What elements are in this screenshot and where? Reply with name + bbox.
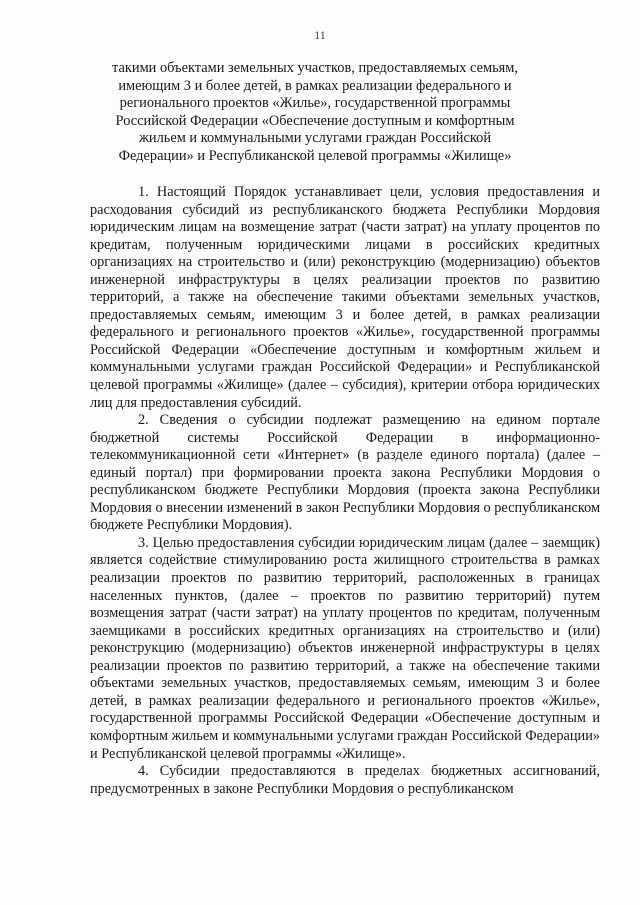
paragraph-4: 4. Субсидии предоставляются в пределах бюджетных ассигнований, предусмотренных в законе Республики Мордовия о республиканском <box>90 763 600 797</box>
page-number: 11 <box>314 28 326 42</box>
paragraph-3: 3. Целью предоставления субсидии юридическим лицам (далее – заемщик) является содействие стимулированию роста жилищного строительства в рамках реализации проектов по развитию территорий, расположенных в границах населенных пунктов, (далее – проектов по развитию территорий) путем возмещения затрат (части затрат) на уплату процентов по кредитам, полученным заемщиками в российских кредитных организациях на строительство и (или) реконструкцию (модернизацию) объектов инженерной инфраструктуры в целях реализации проектов по развитию территорий, а также на обеспечение такими объектами земельных участков, предоставляемых семьям, имеющим 3 и более детей, в рамках реализации федерального и регионального проектов «Жилье», государственной программы Российской Федерации «Обеспечение доступным и комфортным жильем и коммунальными услугами граждан Российской Федерации» и Республиканской целевой программы «Жилище». <box>90 534 600 762</box>
document-heading: такими объектами земельных участков, предоставляемых семьям, имеющим 3 и более детей, в рамках реализации федерального и регионального проектов «Жилье», государственной программы Российской Федерации «Обеспечение доступным и комфортным жильем и коммунальными услугами граждан Российской Федерации» и Республиканской целевой программы «Жилище» <box>112 60 518 164</box>
paragraph-2: 2. Сведения о субсидии подлежат размещению на едином портале бюджетной системы Российской Федерации в информационно-телекоммуникационной сети «Интернет» (в разделе единого портала) (далее – единый портал) при формировании проекта закона Республики Мордовия о республиканском бюджете Республики Мордовия (проекта закона Республики Мордовия о внесении изменений в закон Республики Мордовия о республиканском бюджете Республики Мордовия). <box>90 412 600 534</box>
paragraph-1: 1. Настоящий Порядок устанавливает цели, условия предоставления и расходования субсидий из республиканского бюджета Республики Мордовия юридическим лицам на возмещение затрат (части затрат) на уплату процентов по кредитам, полученным юридическими лицами в российских кредитных организациях на строительство и (или) реконструкцию (модернизацию) объектов инженерной инфраструктуры в целях реализации проектов по развитию территорий, а также на обеспечение такими объектами земельных участков, предоставляемых семьям, имеющим 3 и более детей, в рамках реализации федерального и регионального проектов «Жилье», государственной программы Российской Федерации «Обеспечение доступным и комфортным жильем и коммунальными услугами граждан Российской Федерации» и Республиканской целевой программы «Жилище» (далее – субсидия), критерии отбора юридических лиц для предоставления субсидий. <box>90 184 600 411</box>
document-body <box>90 184 600 798</box>
